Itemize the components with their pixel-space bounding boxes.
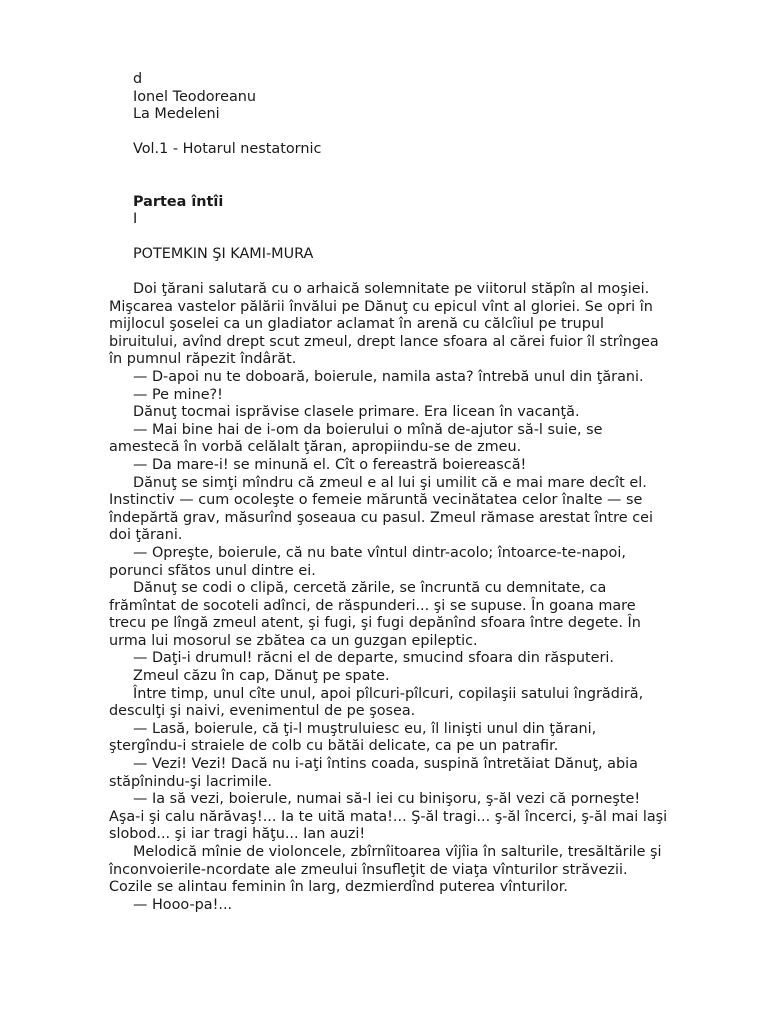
paragraph: — Daţi-i drumul! răcni el de departe, smucind sfoara din răsputeri. <box>133 650 614 667</box>
paragraph: Între timp, unul cîte unul, apoi pîlcuri-pîlcuri, copilaşii satului îngrădiră, desculţi şi naivi, evenimentul de pe şosea. <box>109 685 644 720</box>
chapter-number: I <box>133 211 138 227</box>
paragraph: Melodică mînie de violoncele, zbîrnîitoarea vîjîia în salturile, tresăltările şi înconvoierile-ncordate ale zmeului însufleţit de viaţa vînturilor străvezii. Cozile se alintau feminin în larg, dezmierdînd puterea vînturilor. <box>109 844 662 896</box>
paragraph: Dănuţ se simţi mîndru că zmeul e al lui şi umilit că e mai mare decît el. Instinctiv — cum ocoleşte o femeie măruntă vecinătatea celor înalte — se îndepărtă grav, măsurînd şoseaua cu pasul. Zmeul rămase arestat între cei doi ţărani. <box>109 474 653 544</box>
paragraph: — D-apoi nu te doboară, boierule, namila asta? întrebă unul din ţărani. <box>133 368 644 385</box>
book-header <box>133 71 321 159</box>
paragraph: Zmeul căzu în cap, Dănuţ pe spate. <box>133 668 390 685</box>
chapter-body <box>109 281 669 914</box>
paragraph: Doi ţărani salutară cu o arhaică solemnitate pe viitorul stăpîn al moşiei. Mişcarea vastelor pălării învălui pe Dănuţ cu epicul vînt al gloriei. Se opri în mijlocul şoselei ca un gladiator aclamat în arenă cu călcîiul pe trupul biruitului, avînd drept scut zmeul, drept lance sfoara al cărei fuior îl strîngea în pumnul răpezit îndârăt. <box>109 281 659 368</box>
paragraph: — Vezi! Vezi! Dacă nu i-aţi întins coada, suspină întretăiat Dănuţ, abia stăpînindu-şi lacrimile. <box>109 756 638 790</box>
paragraph: — Mai bine hai de i-om da boierului o mînă de-ajutor să-l suie, se amestecă în vorbă celălalt ţăran, apropiindu-se de zmeu. <box>109 421 603 456</box>
volume-title: Vol.1 - Hotarul nestatornic <box>133 141 322 158</box>
paragraph: — Ia să vezi, boierule, numai să-l iei cu binişoru, ş-ăl vezi că porneşte! Aşa-i şi calu nărăvaş!... Ia te uită mata!... Ş-ăl tragi... ş-ăl încerci, ş-ăl mai laşi slobod... şi iar tragi hăţu... Ian auzi! <box>109 791 668 843</box>
paragraph: — Da mare-i! se minună el. Cît o fereastră boierească! <box>133 456 527 473</box>
paragraph: — Hooo-pa!... <box>133 896 233 913</box>
author-name: Ionel Teodoreanu <box>133 88 257 105</box>
page-mark: d <box>133 71 143 87</box>
part-title: Partea întîi <box>133 194 224 210</box>
chapter-title: POTEMKIN ŞI KAMI-MURA <box>133 246 314 262</box>
book-title: La Medeleni <box>133 106 220 123</box>
paragraph: Dănuţ se codi o clipă, cercetă zările, se încruntă cu demnitate, ca frămîntat de socoteli adînci, de răspunderi... şi se supuse. În goana mare trecu pe lîngă zmeul atent, şi fugi, şi fugi depănînd sfoara între degete. În urma lui mosorul se zbătea ca un guzgan epileptic. <box>109 580 641 649</box>
paragraph: Dănuţ tocmai isprăvise clasele primare. Era licean în vacanţă. <box>133 404 580 421</box>
paragraph: — Pe mine?! <box>133 386 223 403</box>
paragraph: — Opreşte, boierule, că nu bate vîntul dintr-acolo; întoarce-te-napoi, porunci sfătos unul dintre ei. <box>109 544 626 579</box>
spacer <box>133 124 321 142</box>
paragraph: — Lasă, boierule, că ţi-l muştruluiesc eu, îl linişti unul din ţărani, ştergîndu-i straiele de colb cu bătăi delicate, ca pe un patrafir. <box>109 720 597 755</box>
